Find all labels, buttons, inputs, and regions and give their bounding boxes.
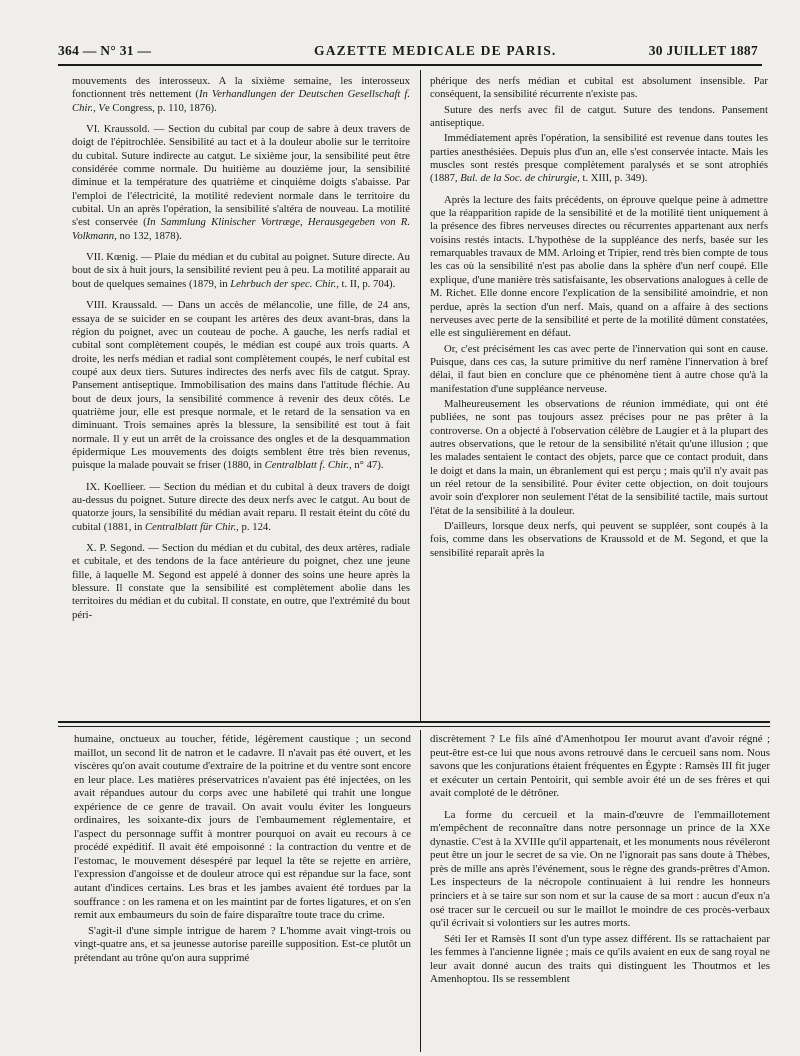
text-run: p. 124. bbox=[238, 520, 271, 533]
feuilleton-divider bbox=[420, 730, 421, 1052]
paragraph bbox=[430, 194, 768, 341]
italic-citation: Lehrbuch der spec. Chir., bbox=[230, 277, 339, 290]
italic-citation: In Sammlung Klinischer Vortræge, Herausgegeben von R. Volkmann, bbox=[72, 216, 410, 242]
paragraph bbox=[430, 933, 770, 987]
paragraph bbox=[72, 75, 410, 115]
italic-citation: Centralblatt für Chir., bbox=[145, 520, 239, 533]
issue-date: 30 JUILLET 1887 bbox=[648, 43, 758, 58]
feuilleton-left-column bbox=[74, 733, 411, 1051]
paragraph bbox=[430, 520, 768, 560]
text-run: e Congress, p. 110, 1876). bbox=[104, 101, 217, 114]
left-column bbox=[72, 75, 410, 720]
feuilleton-rule-top bbox=[58, 721, 770, 723]
right-column bbox=[430, 75, 768, 720]
feuilleton-rule-bottom bbox=[58, 726, 770, 727]
paragraph bbox=[430, 75, 768, 102]
text-run: no 132, 1878). bbox=[116, 229, 182, 242]
text-run: Or, c'est précisément les cas avec perte de l'innervation qui sont en cause. Puisque, dans ces cas, la suture primitive du nerf ramène l'innervation à bref délai, il faut bien en conclure que ce phénomène tient à autre chose qu'à la manifestation d'une suppléance nerveuse. bbox=[430, 342, 768, 395]
text-run: La forme du cercueil et la main-d'œuvre de l'emmaillotement m'empêchent de reconnaître dans notre personnage un prince de la XXe dynastie. C'est à la XVIIIe qu'il appartenait, et les monuments nous révéleront peut être un jour le secret de sa vie. On ne l'ignorait pas sans doute à Thèbes, près de mille ans après l'événement, sous le règne des grands-prêtres d'Amon. Les inspecteurs de la nécropole continuaient à lui rendre les honneurs princiers et à se taire sur son nom et sur la cause de sa mort : aucun d'eux n'a osé tracer sur le cercueil ou sur le maillot le moindre de ces procès-verbaux qu'il écrivait si volontiers sur les autres morts. bbox=[430, 808, 770, 930]
text-run: IX. Koellieer. — Section du médian et du cubital à deux travers de doigt au-dessus du poignet. Suture directe des deux nerfs avec le catgut. Au bout de quatorze jours, la sensibilité du médian avait reparu. Il restait éteint du côté du cubital (1881, in bbox=[72, 480, 410, 533]
italic-citation: Centralblatt f. Chir., bbox=[264, 459, 352, 472]
text-run: X. P. Segond. — Section du médian et du cubital, des deux artères, radiale et cubitale, et des tendons de la face antérieure du poignet, chez une jeune fille, à laquelle M. Segond est appelé à donner des soins une heure après la blessure. Il constate que la sensibilité est complètement abolie dans les territoires du médian et du cubital. Il constate, en outre, que l'extrémité du bout péri- bbox=[72, 542, 410, 621]
paragraph bbox=[72, 481, 410, 534]
page-header bbox=[58, 40, 758, 60]
text-run: t. II, p. 704). bbox=[338, 277, 396, 290]
text-run: phérique des nerfs médian et cubital est absolument insensible. Par conséquent, la sensibilité récurrente n'existe pas. bbox=[430, 75, 768, 101]
text-run: Suture des nerfs avec fil de catgut. Suture des tendons. Pansement antiseptique. bbox=[430, 103, 768, 130]
text-run: mouvements des interosseux. A la sixième semaine, les interosseux fonctionnent très nettement ( bbox=[72, 75, 410, 101]
paragraph bbox=[430, 132, 768, 185]
italic-citation: Bul. de la Soc. de chirurgie, bbox=[460, 172, 580, 185]
text-run: S'agit-il d'une simple intrigue de harem ? L'homme avait vingt-trois ou vingt-quatre ans, et sa jeunesse autorise pareille supposition. Est-ce plutôt un prétendant au trône qu'on aura supprimé bbox=[74, 924, 411, 964]
text-run: Malheureusement les observations de réunion immédiate, qui ont été publiées, ne sont pas toujours assez précises pour ne pas prêter à la controverse. On a objecté à l'observation célèbre de Laugier et à la plupart des autres observations, que le retour de la sensibilité n'était qu'une illusion ; que les malades sentaient le contact des objets, parce que ce contact produit, dans le doigt et dans la main, un ébranlement qui est perçu ; mais qu'il n'y avait pas un réel retour de la sensibilité. Pour éviter cette objection, on doit toujours avoir soin d'explorer non seulement l'état de la sensibilité tactile, mais surtout l'état de la sensibilité à la douleur. bbox=[430, 397, 768, 517]
paragraph bbox=[72, 123, 410, 243]
text-run: humaine, onctueux au toucher, fétide, légèrement caustique ; un second maillot, un second lit de natron et le cadavre. Il n'avait pas été ouvert, et les viscères qu'on avait coutume d'extraire de la poitrine et du ventre sont encore en leur place. Les matières préservatrices n'avaient pas été injectées, on les avait répandues autour du corps avec une habileté qui trahit une longue expérience de ce genre de travail. On avait voulu éviter les longueurs ordinaires, les soixante-dix jours de l'embaumement réglementaire, et l'aspect du personnage suffit à montrer pourquoi on avait eu recours à ce procédé expéditif. Il avait été empoisonné : la contraction du ventre et de l'estomac, le mouvement désespéré par lequel la tête se rejette en arrière, l'expression d'angoisse et de douleur atroce qui est répandue sur la face, sont autant d'indices certains. Les bras et les jambes avaient été tordues par la souffrance : on les ramena et on les maintint par de fortes ligatures, et on s'en remit aux embaumeurs du soin de faire disparaître toute trace du crime. bbox=[74, 733, 411, 922]
column-divider bbox=[420, 70, 421, 722]
text-run: VI. Kraussold. — Section du cubital par coup de sabre à deux travers de doigt de l'épitrochlée. Sensibilité au tact et à la douleur abolie sur le territoire du cubital. Suture indirecte au catgut. Le sixième jour, la sensibilité peut être considérée comme normale. Du huitième au douzième jour, la sensibilité diminue et la température des quatrième et cinquième doigts s'abaisse. Par l'emploi de l'électricité, la motilité redevient normale dans le territoire du cubital. Un an après l'opération, la sensibilité s'altéra de nouveau. La motilité s'est conservée ( bbox=[72, 123, 410, 229]
paragraph bbox=[72, 251, 410, 291]
page-number: 364 — N° 31 — bbox=[58, 43, 152, 58]
paragraph bbox=[72, 299, 410, 472]
text-run: Après la lecture des faits précédents, on éprouve quelque peine à admettre que la réapparition rapide de la sensibilité et de la motilité tient uniquement à la présence des fibres nerveuses directes ou récurrentes appartenant aux nerfs voisins restés intacts. L'hypothèse de la suppléance des nerfs, basée sur les remarquables travaux de MM. Arloing et Tripier, rend très bien compte de tous les cas où la sensibilité n'est pas abolie dans la sphère d'un nerf coupé. Elle explique, d'une manière très satisfaisante, les observations analogues à celle de M. Richet. Elle donne encore l'explication de la sensibilité amoindrie, et non perdue, après la section d'un nerf. Mais, quand on a affaire à des sections nerveuses avec perte de la sensibilité et perte de la motilité dûment constatées, elle est singulièrement en défaut. bbox=[430, 193, 768, 340]
text-run: n° 47). bbox=[351, 459, 384, 472]
text-run: Séti Ier et Ramsès II sont d'un type assez différent. Ils se rattachaient par les femmes à l'ancienne lignée ; mais ce qu'ils avaient en eux de sang royal ne leur avait donné aucun des traits qui distinguent les Thoutmos et les Amenhoptou. Ils se ressemblent bbox=[430, 932, 770, 986]
italic-citation: In Verhandlungen der Deutschen Gesellschaft f. Chir., V bbox=[72, 88, 410, 114]
text-run: Immédiatement après l'opération, la sensibilité est revenue dans toutes les parties anesthésiées. Depuis plus d'un an, elle s'est conservée intacte. Mais les muscles sont restés presque complètement paralysés et se sont atrophiés (1887, bbox=[430, 132, 768, 185]
text-run: t. XIII, p. 349). bbox=[579, 172, 648, 185]
header-rule bbox=[58, 64, 762, 66]
paragraph bbox=[430, 104, 768, 131]
paragraph bbox=[74, 733, 411, 923]
paragraph bbox=[430, 343, 768, 396]
text-run: discrètement ? Le fils aîné d'Amenhotpou Ier mourut avant d'avoir régné ; peut-être est-ce lui que nous avons retrouvé dans le cercueil sans nom. Nous savons que les conjurations étaient fréquentes en Égypte : Ramsès III fit juger et exécuter un certain Pentoirit, qui semble avoir été un de ses frères et qui avait comploté de le détrôner. bbox=[430, 733, 770, 800]
text-run: D'ailleurs, lorsque deux nerfs, qui peuvent se suppléer, sont coupés à la fois, comme dans les observations de Kraussold et de M. Segond, et que la sensibilité reparaît après la bbox=[430, 520, 768, 559]
paragraph bbox=[430, 809, 770, 931]
text-run: VIII. Kraussald. — Dans un accès de mélancolie, une fille, de 24 ans, essaya de se suicider en se coupant les artères des deux avant-bras, dans la région du poignet, avec un couteau de poche. A gauche, les nerfs radial et cubital sont complètement coupés, le médian est coupé aux trois quarts. A droite, les nerfs médian et radial sont complètement coupés, le nerf cubital est coupé aux deux tiers. Sutures indirectes des nerfs avec fils de catgut. Spray. Pansement antiseptique. Immobilisation des mains dans l'attitude fléchie. Au bout de deux jours, la sensibilité commence à revenir des deux côtés. Le quatrième jour, elle est presque normale, et le retard de la sensation va en diminuant. Trois semaines après la blessure, la sensibilité est tout à fait normale. Il y eut un arrêt de la croissance des ongles et de la desquammation épidermique Les mouvements des doigts semblent être très bien revenus, puisque la malade pouvait se friser (1880, in bbox=[72, 299, 410, 472]
paragraph bbox=[430, 398, 768, 518]
journal-title: GAZETTE MEDICALE DE PARIS. bbox=[314, 43, 557, 58]
paragraph bbox=[72, 542, 410, 622]
text-run: VII. Kœnig. — Plaie du médian et du cubital au poignet. Suture directe. Au bout de six à huit jours, la sensibilité revient peu à peu. La motilité apparait au bout de quelques semaines (1879, in bbox=[72, 251, 410, 290]
paragraph bbox=[430, 733, 770, 801]
paragraph bbox=[74, 925, 411, 966]
feuilleton-right-column bbox=[430, 733, 770, 1051]
